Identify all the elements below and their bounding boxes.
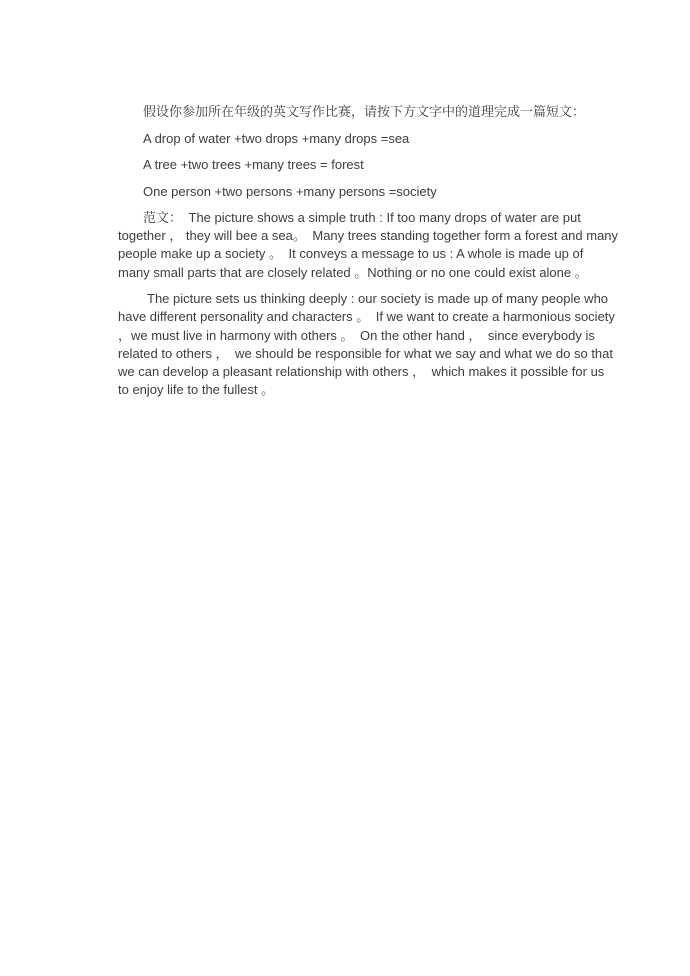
- essay-p1-line: people make up a society 。 It conveys a message to us : A whole is made up of: [118, 246, 584, 262]
- essay-p2-line: The picture sets us thinking deeply : our society is made up of many people who: [147, 291, 609, 307]
- essay-p1-line: many small parts that are closely related 。Nothing or no one could exist alone 。: [118, 264, 588, 280]
- essay-p2-line: ，we must live in harmony with others 。 On the other hand ， since everybody is: [118, 327, 595, 343]
- essay-p2-line: to enjoy life to the fullest 。: [118, 382, 275, 398]
- formula-line-water: A drop of water +two drops +many drops =sea: [143, 130, 410, 146]
- essay-p1-line: together ， they will bee a sea。 Many trees standing together form a forest and many: [118, 228, 619, 244]
- essay-paragraph-2: [118, 290, 638, 399]
- writing-prompt-line: 假设你参加所在年级的英文写作比赛，请按下方文字中的道理完成一篇短文：: [143, 104, 586, 119]
- essay-paragraph-1: [118, 209, 638, 282]
- formula-line-person: One person +two persons +many persons =society: [143, 183, 437, 199]
- essay-p2-line: have different personality and characters 。 If we want to create a harmonious society: [118, 309, 615, 325]
- formula-line-tree: A tree +two trees +many trees = forest: [143, 157, 364, 172]
- essay-p2-line: related to others ， we should be responsible for what we say and what we do so that: [118, 345, 614, 361]
- essay-p1-line: 范文： The picture shows a simple truth : If too many drops of water are put: [143, 210, 581, 225]
- page-content: [118, 103, 638, 408]
- essay-p2-line: we can develop a pleasant relationship with others ， which makes it possible for us: [118, 363, 605, 379]
